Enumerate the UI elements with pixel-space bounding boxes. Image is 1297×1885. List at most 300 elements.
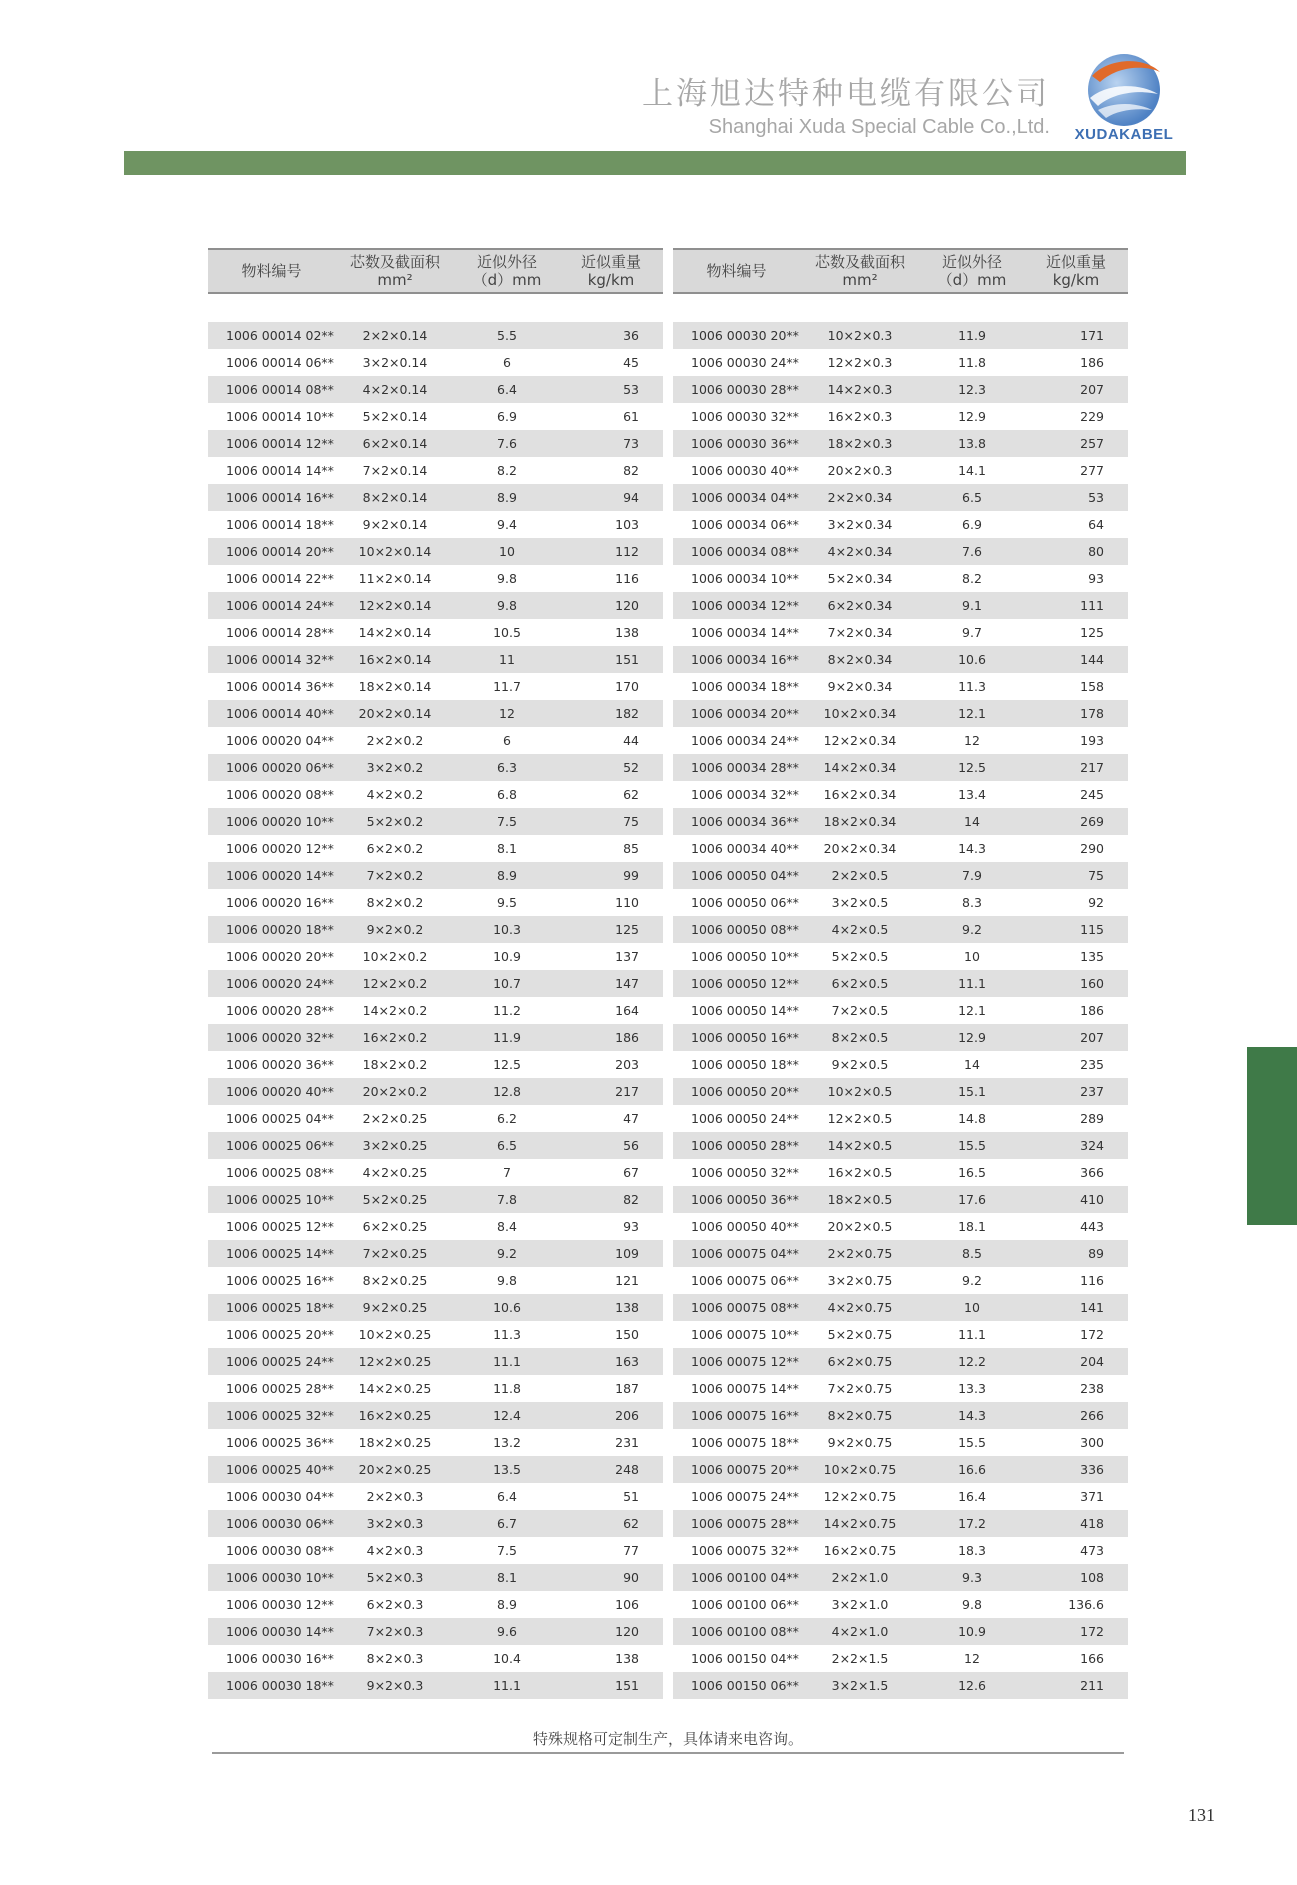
part-number-cell: 1006 00020 10**	[226, 814, 334, 829]
part-number-cell: 1006 00020 24**	[226, 976, 334, 991]
footnote: 特殊规格可定制生产，具体请来电咨询。	[532, 1730, 803, 1748]
part-number-cell: 1006 00075 04**	[691, 1246, 799, 1261]
weight-cell: 108	[1080, 1570, 1104, 1585]
cores-section-cell: 4×2×1.0	[831, 1624, 889, 1639]
outer-diameter-cell: 8.9	[497, 490, 517, 505]
weight-cell: 53	[623, 382, 639, 397]
weight-cell: 160	[1080, 976, 1104, 991]
part-number-cell: 1006 00034 32**	[691, 787, 799, 802]
part-number-cell: 1006 00014 12**	[226, 436, 334, 451]
cores-section-cell: 7×2×0.2	[366, 868, 424, 883]
table-row	[208, 1537, 663, 1564]
table-row	[208, 1132, 663, 1159]
col-header-weight-unit: kg/km	[1052, 271, 1100, 289]
cores-section-cell: 6×2×0.14	[362, 436, 428, 451]
weight-cell: 172	[1080, 1624, 1104, 1639]
cores-section-cell: 16×2×0.75	[823, 1543, 897, 1558]
table-row	[673, 835, 1128, 862]
table-row	[208, 592, 663, 619]
weight-cell: 44	[623, 733, 639, 748]
weight-cell: 103	[615, 517, 639, 532]
cores-section-cell: 10×2×0.34	[823, 706, 897, 721]
cores-section-cell: 5×2×0.14	[362, 409, 428, 424]
outer-diameter-cell: 9.5	[497, 895, 517, 910]
weight-cell: 62	[623, 787, 639, 802]
weight-cell: 300	[1080, 1435, 1104, 1450]
cores-section-cell: 8×2×0.3	[366, 1651, 424, 1666]
weight-cell: 62	[623, 1516, 639, 1531]
part-number-cell: 1006 00034 36**	[691, 814, 799, 829]
cores-section-cell: 20×2×0.5	[827, 1219, 893, 1234]
outer-diameter-cell: 9.2	[497, 1246, 517, 1261]
weight-cell: 144	[1080, 652, 1104, 667]
outer-diameter-cell: 13.4	[958, 787, 986, 802]
table-row	[208, 619, 663, 646]
cores-section-cell: 7×2×0.14	[362, 463, 428, 478]
weight-cell: 92	[1088, 895, 1104, 910]
cores-section-cell: 2×2×0.75	[827, 1246, 893, 1261]
part-number-cell: 1006 00075 28**	[691, 1516, 799, 1531]
outer-diameter-cell: 6.9	[497, 409, 517, 424]
weight-cell: 136.6	[1068, 1597, 1104, 1612]
table-row	[208, 970, 663, 997]
outer-diameter-cell: 12.6	[958, 1678, 986, 1693]
outer-diameter-cell: 7.9	[962, 868, 982, 883]
table-row	[673, 1618, 1128, 1645]
col-header-cores-section	[800, 253, 920, 289]
col-header-cores-section	[335, 253, 455, 289]
part-number-cell: 1006 00050 04**	[691, 868, 799, 883]
outer-diameter-cell: 6.4	[497, 382, 517, 397]
outer-diameter-cell: 8.5	[962, 1246, 982, 1261]
table-row	[208, 862, 663, 889]
cores-section-cell: 8×2×0.5	[831, 1030, 889, 1045]
part-number-cell: 1006 00025 32**	[226, 1408, 334, 1423]
part-number-cell: 1006 00075 32**	[691, 1543, 799, 1558]
weight-cell: 125	[1080, 625, 1104, 640]
weight-cell: 371	[1080, 1489, 1104, 1504]
outer-diameter-cell: 14.8	[958, 1111, 986, 1126]
col-header-diameter-label: 近似外径	[476, 253, 537, 271]
table-row	[208, 1240, 663, 1267]
weight-cell: 90	[623, 1570, 639, 1585]
part-number-cell: 1006 00020 14**	[226, 868, 334, 883]
weight-cell: 229	[1080, 409, 1104, 424]
col-header-diameter-label: 近似外径	[941, 253, 1002, 271]
cores-section-cell: 2×2×0.34	[827, 490, 893, 505]
outer-diameter-cell: 6	[503, 733, 511, 748]
part-number-cell: 1006 00075 08**	[691, 1300, 799, 1315]
table-row	[673, 1240, 1128, 1267]
table-row	[208, 1078, 663, 1105]
cores-section-cell: 9×2×0.75	[827, 1435, 893, 1450]
outer-diameter-cell: 10.4	[493, 1651, 521, 1666]
col-header-cores-unit: mm²	[842, 271, 878, 289]
outer-diameter-cell: 12.3	[958, 382, 986, 397]
part-number-cell: 1006 00025 20**	[226, 1327, 334, 1342]
weight-cell: 266	[1080, 1408, 1104, 1423]
table-row	[208, 1105, 663, 1132]
outer-diameter-cell: 18.1	[958, 1219, 986, 1234]
part-number-cell: 1006 00034 16**	[691, 652, 799, 667]
part-number-cell: 1006 00025 36**	[226, 1435, 334, 1450]
cores-section-cell: 14×2×0.34	[823, 760, 897, 775]
part-number-cell: 1006 00014 36**	[226, 679, 334, 694]
outer-diameter-cell: 11.1	[493, 1354, 521, 1369]
table-row	[673, 673, 1128, 700]
table-row	[208, 1591, 663, 1618]
outer-diameter-cell: 9.3	[962, 1570, 982, 1585]
outer-diameter-cell: 12	[499, 706, 515, 721]
outer-diameter-cell: 8.1	[497, 1570, 517, 1585]
table-row	[208, 1672, 663, 1699]
outer-diameter-cell: 10	[964, 1300, 980, 1315]
weight-cell: 151	[615, 1678, 639, 1693]
table-row	[673, 1213, 1128, 1240]
part-number-cell: 1006 00020 12**	[226, 841, 334, 856]
part-number-cell: 1006 00020 06**	[226, 760, 334, 775]
cores-section-cell: 14×2×0.5	[827, 1138, 893, 1153]
col-header-outer-diameter	[455, 253, 559, 289]
page-number: 131	[1188, 1805, 1215, 1825]
weight-cell: 203	[615, 1057, 639, 1072]
weight-cell: 138	[615, 1300, 639, 1315]
cores-section-cell: 9×2×0.25	[362, 1300, 428, 1315]
cores-section-cell: 6×2×0.3	[366, 1597, 424, 1612]
outer-diameter-cell: 11.1	[958, 976, 986, 991]
part-number-cell: 1006 00050 18**	[691, 1057, 799, 1072]
cores-section-cell: 8×2×0.2	[366, 895, 424, 910]
outer-diameter-cell: 6.9	[962, 517, 982, 532]
outer-diameter-cell: 7	[503, 1165, 511, 1180]
outer-diameter-cell: 16.4	[958, 1489, 986, 1504]
part-number-cell: 1006 00034 28**	[691, 760, 799, 775]
cores-section-cell: 3×2×0.2	[366, 760, 424, 775]
part-number-cell: 1006 00030 40**	[691, 463, 799, 478]
cores-section-cell: 2×2×1.5	[831, 1651, 889, 1666]
cores-section-cell: 12×2×0.2	[362, 976, 428, 991]
table-row	[673, 1510, 1128, 1537]
table-row	[673, 943, 1128, 970]
cores-section-cell: 4×2×0.14	[362, 382, 428, 397]
outer-diameter-cell: 8.4	[497, 1219, 517, 1234]
cores-section-cell: 14×2×0.25	[358, 1381, 432, 1396]
outer-diameter-cell: 6.7	[497, 1516, 517, 1531]
outer-diameter-cell: 15.5	[958, 1435, 986, 1450]
table-row	[208, 376, 663, 403]
weight-cell: 186	[1080, 355, 1104, 370]
table-row	[673, 862, 1128, 889]
table-row	[208, 835, 663, 862]
cores-section-cell: 6×2×0.2	[366, 841, 424, 856]
table-row	[673, 889, 1128, 916]
part-number-cell: 1006 00050 28**	[691, 1138, 799, 1153]
part-number-cell: 1006 00100 08**	[691, 1624, 799, 1639]
part-number-cell: 1006 00034 18**	[691, 679, 799, 694]
outer-diameter-cell: 11.9	[958, 328, 986, 343]
part-number-cell: 1006 00034 04**	[691, 490, 799, 505]
part-number-cell: 1006 00050 12**	[691, 976, 799, 991]
part-number-cell: 1006 00030 08**	[226, 1543, 334, 1558]
cores-section-cell: 9×2×0.2	[366, 922, 424, 937]
part-number-cell: 1006 00050 32**	[691, 1165, 799, 1180]
outer-diameter-cell: 17.2	[958, 1516, 986, 1531]
part-number-cell: 1006 00034 24**	[691, 733, 799, 748]
outer-diameter-cell: 12.5	[493, 1057, 521, 1072]
col-header-cores-label: 芯数及截面积	[814, 253, 905, 271]
part-number-cell: 1006 00075 12**	[691, 1354, 799, 1369]
table-body	[208, 322, 663, 1699]
outer-diameter-cell: 11.1	[493, 1678, 521, 1693]
part-number-cell: 1006 00025 12**	[226, 1219, 334, 1234]
cores-section-cell: 16×2×0.2	[362, 1030, 428, 1045]
table-row	[208, 1321, 663, 1348]
cores-section-cell: 20×2×0.2	[362, 1084, 428, 1099]
table-row	[673, 349, 1128, 376]
table-row	[208, 1429, 663, 1456]
weight-cell: 324	[1080, 1138, 1104, 1153]
table-row	[208, 430, 663, 457]
part-number-cell: 1006 00030 04**	[226, 1489, 334, 1504]
outer-diameter-cell: 5.5	[497, 328, 517, 343]
weight-cell: 151	[615, 652, 639, 667]
cores-section-cell: 5×2×0.34	[827, 571, 893, 586]
weight-cell: 186	[1080, 1003, 1104, 1018]
table-row	[208, 808, 663, 835]
weight-cell: 147	[615, 976, 639, 991]
col-header-diameter-unit: （d）mm	[472, 271, 542, 289]
part-number-cell: 1006 00034 14**	[691, 625, 799, 640]
outer-diameter-cell: 8.9	[497, 868, 517, 883]
cores-section-cell: 18×2×0.25	[358, 1435, 432, 1450]
outer-diameter-cell: 8.9	[497, 1597, 517, 1612]
part-number-cell: 1006 00100 04**	[691, 1570, 799, 1585]
table-row	[208, 484, 663, 511]
cores-section-cell: 3×2×0.5	[831, 895, 889, 910]
col-header-part-number: 物料编号	[706, 262, 767, 280]
cores-section-cell: 4×2×0.3	[366, 1543, 424, 1558]
table-row	[673, 592, 1128, 619]
outer-diameter-cell: 9.1	[962, 598, 982, 613]
table-row	[673, 1564, 1128, 1591]
weight-cell: 110	[615, 895, 639, 910]
outer-diameter-cell: 9.6	[497, 1624, 517, 1639]
table-row	[673, 754, 1128, 781]
weight-cell: 52	[623, 760, 639, 775]
cores-section-cell: 14×2×0.75	[823, 1516, 897, 1531]
outer-diameter-cell: 11.7	[493, 679, 521, 694]
outer-diameter-cell: 14.1	[958, 463, 986, 478]
cores-section-cell: 9×2×0.14	[362, 517, 428, 532]
table-row	[673, 1429, 1128, 1456]
part-number-cell: 1006 00100 06**	[691, 1597, 799, 1612]
outer-diameter-cell: 14	[964, 814, 980, 829]
outer-diameter-cell: 14.3	[958, 841, 986, 856]
table-row	[208, 1267, 663, 1294]
footnote-divider	[212, 1752, 1124, 1754]
cores-section-cell: 10×2×0.2	[362, 949, 428, 964]
cores-section-cell: 12×2×0.14	[358, 598, 432, 613]
part-number-cell: 1006 00014 22**	[226, 571, 334, 586]
cores-section-cell: 20×2×0.3	[827, 463, 893, 478]
weight-cell: 257	[1080, 436, 1104, 451]
cores-section-cell: 16×2×0.3	[827, 409, 893, 424]
weight-cell: 138	[615, 625, 639, 640]
weight-cell: 473	[1080, 1543, 1104, 1558]
section-side-tab	[1247, 1047, 1297, 1225]
part-number-cell: 1006 00014 08**	[226, 382, 334, 397]
cores-section-cell: 7×2×0.75	[827, 1381, 893, 1396]
weight-cell: 93	[623, 1219, 639, 1234]
cores-section-cell: 10×2×0.3	[827, 328, 893, 343]
table-row	[208, 1213, 663, 1240]
weight-cell: 85	[623, 841, 639, 856]
outer-diameter-cell: 10	[964, 949, 980, 964]
weight-cell: 51	[623, 1489, 639, 1504]
weight-cell: 82	[623, 1192, 639, 1207]
outer-diameter-cell: 8.1	[497, 841, 517, 856]
weight-cell: 64	[1088, 517, 1104, 532]
outer-diameter-cell: 12.1	[958, 1003, 986, 1018]
part-number-cell: 1006 00014 06**	[226, 355, 334, 370]
weight-cell: 61	[623, 409, 639, 424]
table-row	[208, 1375, 663, 1402]
weight-cell: 115	[1080, 922, 1104, 937]
weight-cell: 237	[1080, 1084, 1104, 1099]
cores-section-cell: 7×2×0.3	[366, 1624, 424, 1639]
weight-cell: 109	[615, 1246, 639, 1261]
table-row	[673, 484, 1128, 511]
weight-cell: 193	[1080, 733, 1104, 748]
cores-section-cell: 4×2×0.25	[362, 1165, 428, 1180]
part-number-cell: 1006 00025 24**	[226, 1354, 334, 1369]
weight-cell: 172	[1080, 1327, 1104, 1342]
table-row	[673, 376, 1128, 403]
cores-section-cell: 5×2×0.3	[366, 1570, 424, 1585]
weight-cell: 163	[615, 1354, 639, 1369]
part-number-cell: 1006 00014 32**	[226, 652, 334, 667]
part-number-cell: 1006 00075 14**	[691, 1381, 799, 1396]
col-header-weight	[1024, 253, 1128, 289]
part-number-cell: 1006 00025 28**	[226, 1381, 334, 1396]
header-divider-bar	[124, 151, 1186, 175]
table-row	[208, 1564, 663, 1591]
table-row	[673, 1105, 1128, 1132]
cores-section-cell: 2×2×0.2	[366, 733, 424, 748]
cores-section-cell: 16×2×0.25	[358, 1408, 432, 1423]
part-number-cell: 1006 00030 32**	[691, 409, 799, 424]
spec-table-left	[208, 248, 663, 1699]
company-header	[0, 76, 1050, 140]
outer-diameter-cell: 18.3	[958, 1543, 986, 1558]
part-number-cell: 1006 00050 40**	[691, 1219, 799, 1234]
cores-section-cell: 3×2×0.14	[362, 355, 428, 370]
weight-cell: 141	[1080, 1300, 1104, 1315]
cores-section-cell: 3×2×0.3	[366, 1516, 424, 1531]
col-header-part-number: 物料编号	[241, 262, 302, 280]
weight-cell: 138	[615, 1651, 639, 1666]
weight-cell: 182	[615, 706, 639, 721]
outer-diameter-cell: 11.3	[958, 679, 986, 694]
weight-cell: 94	[623, 490, 639, 505]
table-row	[208, 322, 663, 349]
outer-diameter-cell: 10.6	[958, 652, 986, 667]
table-row	[673, 808, 1128, 835]
outer-diameter-cell: 9.8	[497, 571, 517, 586]
weight-cell: 248	[615, 1462, 639, 1477]
weight-cell: 231	[615, 1435, 639, 1450]
weight-cell: 170	[615, 679, 639, 694]
part-number-cell: 1006 00050 10**	[691, 949, 799, 964]
table-row	[208, 727, 663, 754]
outer-diameter-cell: 9.8	[497, 1273, 517, 1288]
table-row	[208, 1348, 663, 1375]
table-row	[673, 1186, 1128, 1213]
outer-diameter-cell: 13.5	[493, 1462, 521, 1477]
outer-diameter-cell: 9.7	[962, 625, 982, 640]
col-header-outer-diameter	[920, 253, 1024, 289]
outer-diameter-cell: 9.8	[497, 598, 517, 613]
weight-cell: 290	[1080, 841, 1104, 856]
cores-section-cell: 16×2×0.5	[827, 1165, 893, 1180]
part-number-cell: 1006 00034 10**	[691, 571, 799, 586]
outer-diameter-cell: 7.6	[962, 544, 982, 559]
weight-cell: 171	[1080, 328, 1104, 343]
table-row	[673, 1456, 1128, 1483]
table-row	[208, 403, 663, 430]
outer-diameter-cell: 6.5	[962, 490, 982, 505]
part-number-cell: 1006 00014 10**	[226, 409, 334, 424]
cores-section-cell: 3×2×0.75	[827, 1273, 893, 1288]
table-row	[208, 997, 663, 1024]
outer-diameter-cell: 12	[964, 733, 980, 748]
part-number-cell: 1006 00014 40**	[226, 706, 334, 721]
cores-section-cell: 8×2×0.14	[362, 490, 428, 505]
table-row	[673, 322, 1128, 349]
table-row	[673, 997, 1128, 1024]
cores-section-cell: 2×2×1.0	[831, 1570, 889, 1585]
outer-diameter-cell: 12	[964, 1651, 980, 1666]
outer-diameter-cell: 9.4	[497, 517, 517, 532]
cores-section-cell: 5×2×0.75	[827, 1327, 893, 1342]
outer-diameter-cell: 12.2	[958, 1354, 986, 1369]
weight-cell: 73	[623, 436, 639, 451]
outer-diameter-cell: 9.8	[962, 1597, 982, 1612]
part-number-cell: 1006 00014 20**	[226, 544, 334, 559]
weight-cell: 336	[1080, 1462, 1104, 1477]
part-number-cell: 1006 00014 18**	[226, 517, 334, 532]
outer-diameter-cell: 7.6	[497, 436, 517, 451]
weight-cell: 120	[615, 1624, 639, 1639]
outer-diameter-cell: 8.3	[962, 895, 982, 910]
outer-diameter-cell: 16.5	[958, 1165, 986, 1180]
outer-diameter-cell: 16.6	[958, 1462, 986, 1477]
cores-section-cell: 10×2×0.5	[827, 1084, 893, 1099]
table-row	[208, 1456, 663, 1483]
part-number-cell: 1006 00014 14**	[226, 463, 334, 478]
outer-diameter-cell: 14.3	[958, 1408, 986, 1423]
outer-diameter-cell: 11.1	[958, 1327, 986, 1342]
part-number-cell: 1006 00020 18**	[226, 922, 334, 937]
outer-diameter-cell: 12.8	[493, 1084, 521, 1099]
cores-section-cell: 2×2×0.3	[366, 1489, 424, 1504]
cores-section-cell: 20×2×0.34	[823, 841, 897, 856]
table-row	[673, 403, 1128, 430]
table-row	[673, 1645, 1128, 1672]
table-row	[208, 700, 663, 727]
weight-cell: 245	[1080, 787, 1104, 802]
outer-diameter-cell: 11.8	[958, 355, 986, 370]
